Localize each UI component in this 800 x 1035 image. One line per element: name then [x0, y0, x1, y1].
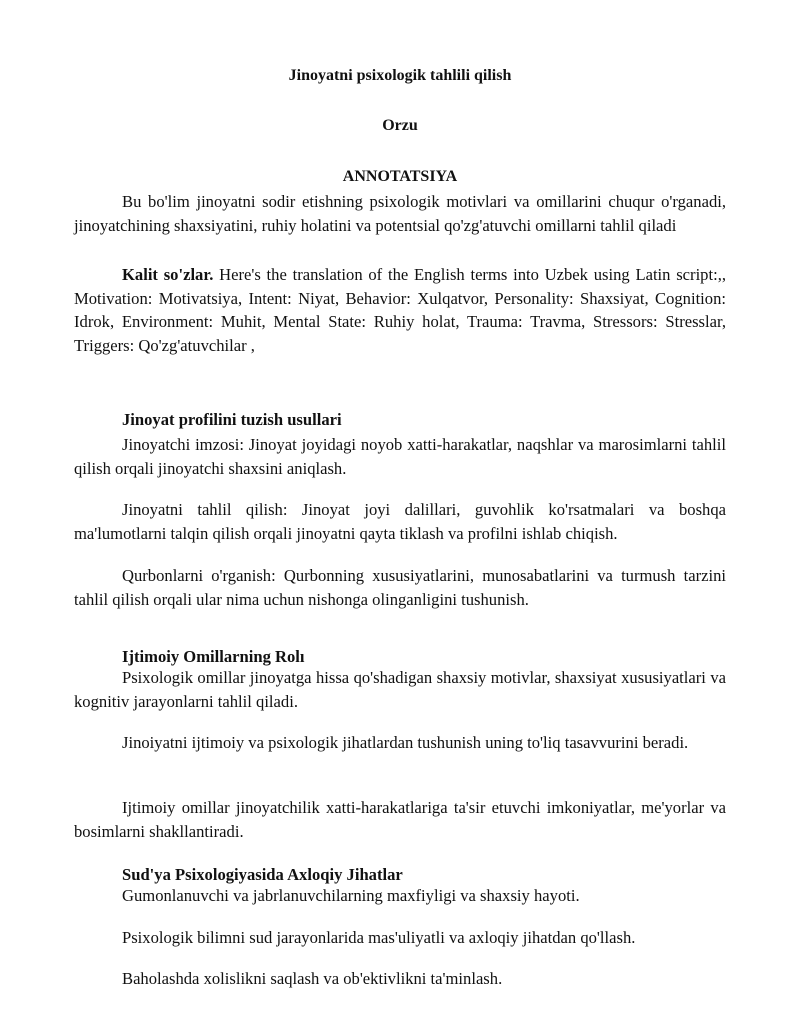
keywords-paragraph	[74, 263, 726, 357]
section1-paragraph-2: Jinoyatni tahlil qilish: Jinoyat joyi dalillari, guvohlik ko'rsatmalari va boshqa ma'lumotlarni talqin qilish orqali jinoyatni qayta tiklash va profilni ishlab chiqish.	[74, 500, 726, 543]
section1-paragraph-3: Qurbonlarni o'rganish: Qurbonning xususiyatlarini, munosabatlarini va turmush tarzini tahlil qilish orqali ular nima uchun nishonga olinganligini tushunish.	[74, 566, 726, 609]
section2-paragraph-2: Jinoiyatni ijtimoiy va psixologik jihatlardan tushunish uning to'liq tasavvurini beradi.	[122, 733, 689, 752]
document-title: Jinoyatni psixologik tahlili qilish	[288, 67, 512, 84]
section3-heading: Sud'ya Psixologiyasida Axloqiy Jihatlar	[122, 865, 403, 884]
section2-paragraph-3: Ijtimoiy omillar jinoyatchilik xatti-harakatlariga ta'sir etuvchi imkoniyatlar, me'yorlar va bosimlarni shakllantiradi.	[74, 798, 726, 841]
section3-line-2: Psixologik bilimni sud jarayonlarida mas'uliyatli va axloqiy jihatdan qo'llash.	[122, 928, 636, 947]
section1-heading: Jinoyat profilini tuzish usullari	[122, 410, 342, 429]
keywords-label: Kalit so'zlar.	[122, 265, 214, 284]
section2-heading: Ijtimoiy Omillarning Rolı	[122, 647, 305, 666]
annotation-paragraph: Bu bo'lim jinoyatni sodir etishning psixologik motivlari va omillarini chuqur o'rganadi, jinoyatchining shaxsiyatini, ruhiy holatini va potentsial qo'zg'atuvchi omillarni tahlil qiladi	[74, 192, 726, 235]
section1-paragraph-1: Jinoyatchi imzosi: Jinoyat joyidagi noyob xatti-harakatlar, naqshlar va marosimlarni tahlil qilish orqali jinoyatchi shaxsini aniqlash.	[74, 435, 726, 478]
section3-line-3: Baholashda xolislikni saqlash va ob'ektivlikni ta'minlash.	[122, 969, 503, 988]
document-author: Orzu	[382, 117, 418, 134]
annotation-heading: ANNOTATSIYA	[342, 168, 458, 185]
section3-line-1: Gumonlanuvchi va jabrlanuvchilarning maxfiyligi va shaxsiy hayoti.	[122, 886, 580, 905]
section2-paragraph-1: Psixologik omillar jinoyatga hissa qo'shadigan shaxsiy motivlar, shaxsiyat xususiyatlari va kognitiv jarayonlarni tahlil qiladi.	[74, 668, 726, 711]
keywords-text: Here's the translation of the English terms into Uzbek using Latin script:,, Motivation: Motivatsiya, Intent: Niyat, Behavior: Xulqatvor, Personality: Shaxsiyat, Cognition: Idrok, Environment: Muhit, Mental State: Ruhiy holat, Trauma: Travma, Stressors: Stresslar, Triggers: Qo'zg'atuvchilar ,	[74, 265, 726, 355]
